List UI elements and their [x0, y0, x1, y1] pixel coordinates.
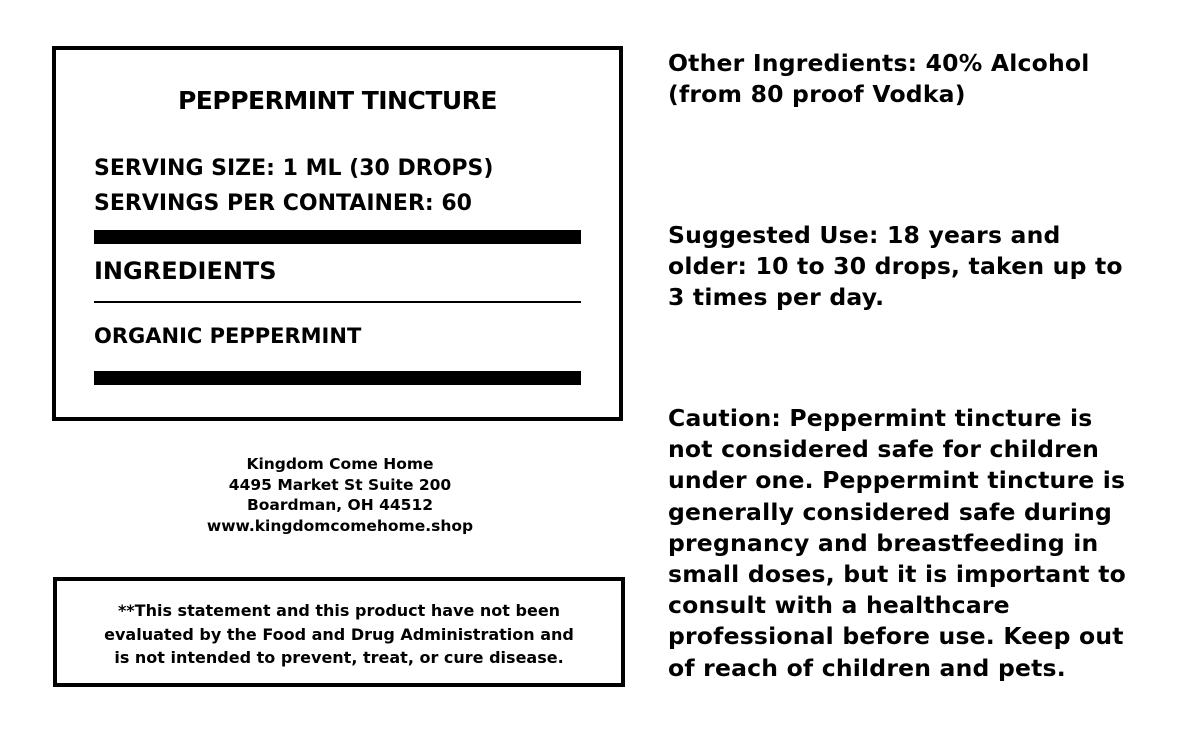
ingredients-heading: INGREDIENTS [94, 257, 277, 285]
other-ingredients [668, 48, 1188, 110]
caution-line: not considered safe for children [668, 435, 1100, 464]
caution-line: Caution: Peppermint tincture is [668, 404, 1093, 432]
servings-per-container: SERVINGS PER CONTAINER: 60 [94, 191, 472, 216]
thin-divider [94, 301, 581, 303]
supplement-facts-panel [52, 46, 623, 421]
caution-line: under one. Peppermint tincture is [668, 466, 1126, 495]
product-title: PEPPERMINT TINCTURE [177, 86, 498, 115]
street-address: 4495 Market St Suite 200 [228, 475, 452, 494]
suggested-use-line: older: 10 to 30 drops, taken up to [668, 252, 1123, 281]
caution-statement [668, 403, 1188, 684]
thick-divider-top [94, 230, 581, 244]
ingredient-item: ORGANIC PEPPERMINT [94, 324, 362, 348]
thick-divider-bottom [94, 371, 581, 385]
fda-line: evaluated by the Food and Drug Administration and [104, 624, 574, 644]
caution-line: professional before use. Keep out [668, 622, 1124, 651]
fda-line: **This statement and this product have not been [117, 601, 561, 620]
city-state-zip: Boardman, OH 44512 [246, 496, 434, 515]
fda-disclaimer-box [53, 577, 625, 687]
other-ingredients-line: Other Ingredients: 40% Alcohol [668, 49, 1090, 77]
other-ingredients-line: (from 80 proof Vodka) [668, 80, 966, 109]
company-address [160, 454, 520, 537]
caution-line: of reach of children and pets. [668, 653, 1066, 682]
suggested-use-line: Suggested Use: 18 years and [668, 221, 1061, 249]
caution-line: consult with a healthcare [668, 591, 1010, 620]
suggested-use [668, 220, 1188, 314]
fda-line: is not intended to prevent, treat, or cure disease. [114, 648, 564, 667]
website: www.kingdomcomehome.shop [206, 517, 474, 536]
caution-line: generally considered safe during [668, 497, 1112, 526]
caution-line: small doses, but it is important to [668, 560, 1126, 589]
serving-size: SERVING SIZE: 1 ML (30 DROPS) [94, 156, 494, 181]
fda-disclaimer-text [57, 599, 621, 670]
caution-line: pregnancy and breastfeeding in [668, 528, 1099, 557]
company-name: Kingdom Come Home [246, 455, 434, 473]
suggested-use-line: 3 times per day. [668, 283, 885, 312]
